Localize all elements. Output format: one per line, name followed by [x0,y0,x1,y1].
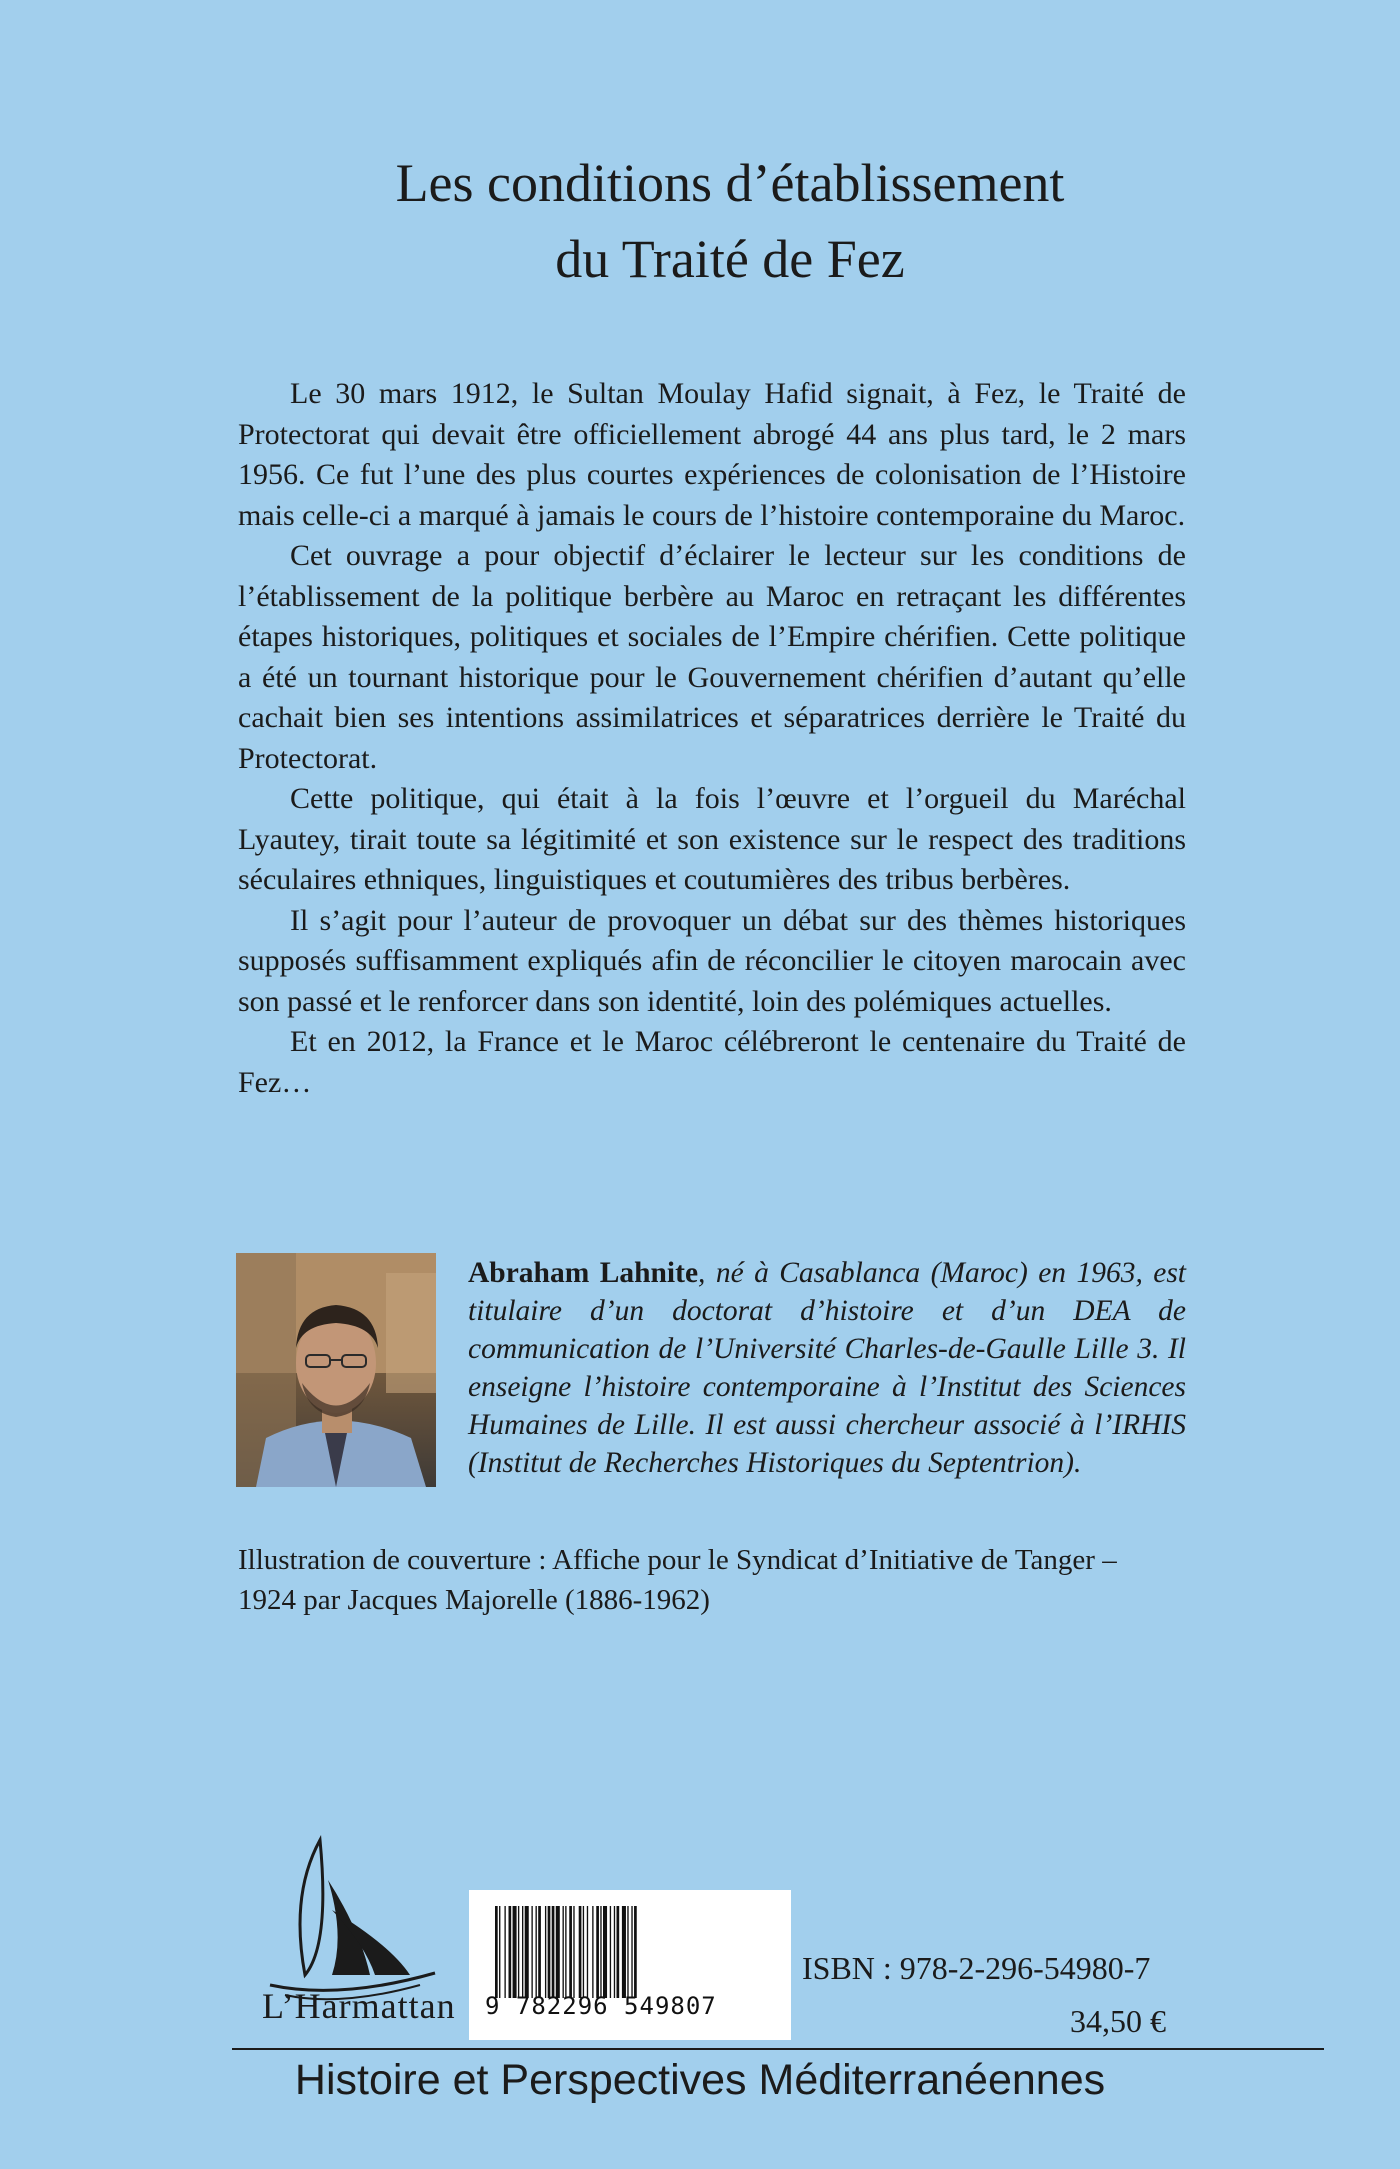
publisher-logo-text: L’Harmattan [262,1986,456,2026]
barcode-bar [522,1906,523,1998]
price: 34,50 € [1070,2003,1166,2039]
barcode-bar [622,1906,626,1998]
illustration-line-1: Illustration de couverture : Affiche pour le Syndicat d’Initiative de Tanger – [238,1544,1117,1576]
summary-paragraph: Et en 2012, la France et le Maroc célébreront le centenaire du Traité de Fez… [238,1025,1186,1099]
barcode-bar [565,1906,566,1998]
barcode-bar [583,1906,584,1998]
barcode-bar [538,1906,541,1998]
barcode-bar [518,1906,519,1998]
author-photo [236,1253,436,1487]
barcode-bar [579,1906,582,1998]
isbn: ISBN : 978-2-296-54980-7 [802,1950,1151,1986]
barcode-bar [634,1906,637,1998]
barcode-digits: 9 782296 549807 [485,1992,717,2020]
barcode-bar [569,1906,572,1998]
barcode-bar [545,1906,546,1998]
barcode [469,1890,791,2040]
barcode-bar [573,1906,574,1998]
back-cover-summary [238,374,1186,1103]
barcode-bar [509,1906,512,1998]
author-bio [468,1254,1186,1482]
barcode-bar [592,1906,593,1998]
barcode-bar [617,1906,620,1998]
barcode-bars [495,1906,771,1998]
barcode-bar [596,1906,599,1998]
barcode-bar [556,1906,560,1998]
barcode-bar [525,1906,529,1998]
author-bio-text: , né à Casablanca (Maroc) en 1963, est titulaire d’un doctorat d’histoire et d’un DEA de communication de l’Université Charles-de-Gaulle Lille 3. Il enseigne l’histoire contemporaine à l’Institut des Sciences Humaines de Lille. Il est aussi chercheur associé à l’IRHIS (Institut de Recherches Historiques du Septentrion). [468,1257,1186,1479]
series-title: Histoire et Perspectives Méditerranéennes [294,2056,1106,2104]
illustration-line-2: 1924 par Jacques Majorelle (1886-1962) [238,1584,710,1616]
barcode-bar [552,1906,555,1998]
barcode-bar [536,1906,537,1998]
footer-divider [232,2048,1324,2050]
barcode-bar [631,1906,632,1998]
summary-paragraph: Il s’agit pour l’auteur de provoquer un débat sur des thèmes historiques supposés suffisamment expliqués afin de réconcilier le citoyen marocain avec son passé et le renforcer dans son identité, loin des polémiques actuelles. [238,903,1186,1018]
barcode-bar [614,1906,615,1998]
author-name: Abraham Lahnite [468,1257,699,1289]
barcode-bar [587,1906,588,1998]
title-line-2: du Traité de Fez [555,229,905,289]
barcode-bar [513,1906,517,1998]
barcode-bar [610,1906,611,1998]
barcode-bar [563,1906,564,1998]
barcode-bar [600,1906,601,1998]
barcode-bar [548,1906,551,1998]
book-title [0,145,1400,297]
barcode-bar [504,1906,505,1998]
barcode-bar [531,1906,532,1998]
summary-paragraph: Cette politique, qui était à la fois l’œuvre et l’orgueil du Maréchal Lyautey, tirait toute sa légitimité et son existence sur le respect des traditions séculaires ethniques, linguistiques et coutumières des tribus berbères. [238,782,1186,896]
cover-illustration-credit [238,1540,1198,1620]
barcode-bar [499,1906,500,1998]
barcode-bar [603,1906,607,1998]
summary-paragraph: Cet ouvrage a pour objectif d’éclairer le lecteur sur les conditions de l’établissement de la politique berbère au Maroc en retraçant les différentes étapes historiques, politiques et sociales de l’Empire chérifien. Cette politique a été un tournant historique pour le Gouvernement chérifien d’autant qu’elle cachait bien ses intentions assimilatrices et séparatrices derrière le Traité du Protectorat. [238,539,1186,775]
barcode-bar [627,1906,628,1998]
barcode-bar [495,1906,498,1998]
title-line-1: Les conditions d’établissement [395,153,1065,213]
summary-paragraph: Le 30 mars 1912, le Sultan Moulay Hafid signait, à Fez, le Traité de Protectorat qui devait être officiellement abrogé 44 ans plus tard, le 2 mars 1956. Ce fut l’une des plus courtes expériences de colonisation de l’Histoire mais celle-ci a marqué à jamais le cours de l’histoire contemporaine du Maroc. [238,377,1186,532]
